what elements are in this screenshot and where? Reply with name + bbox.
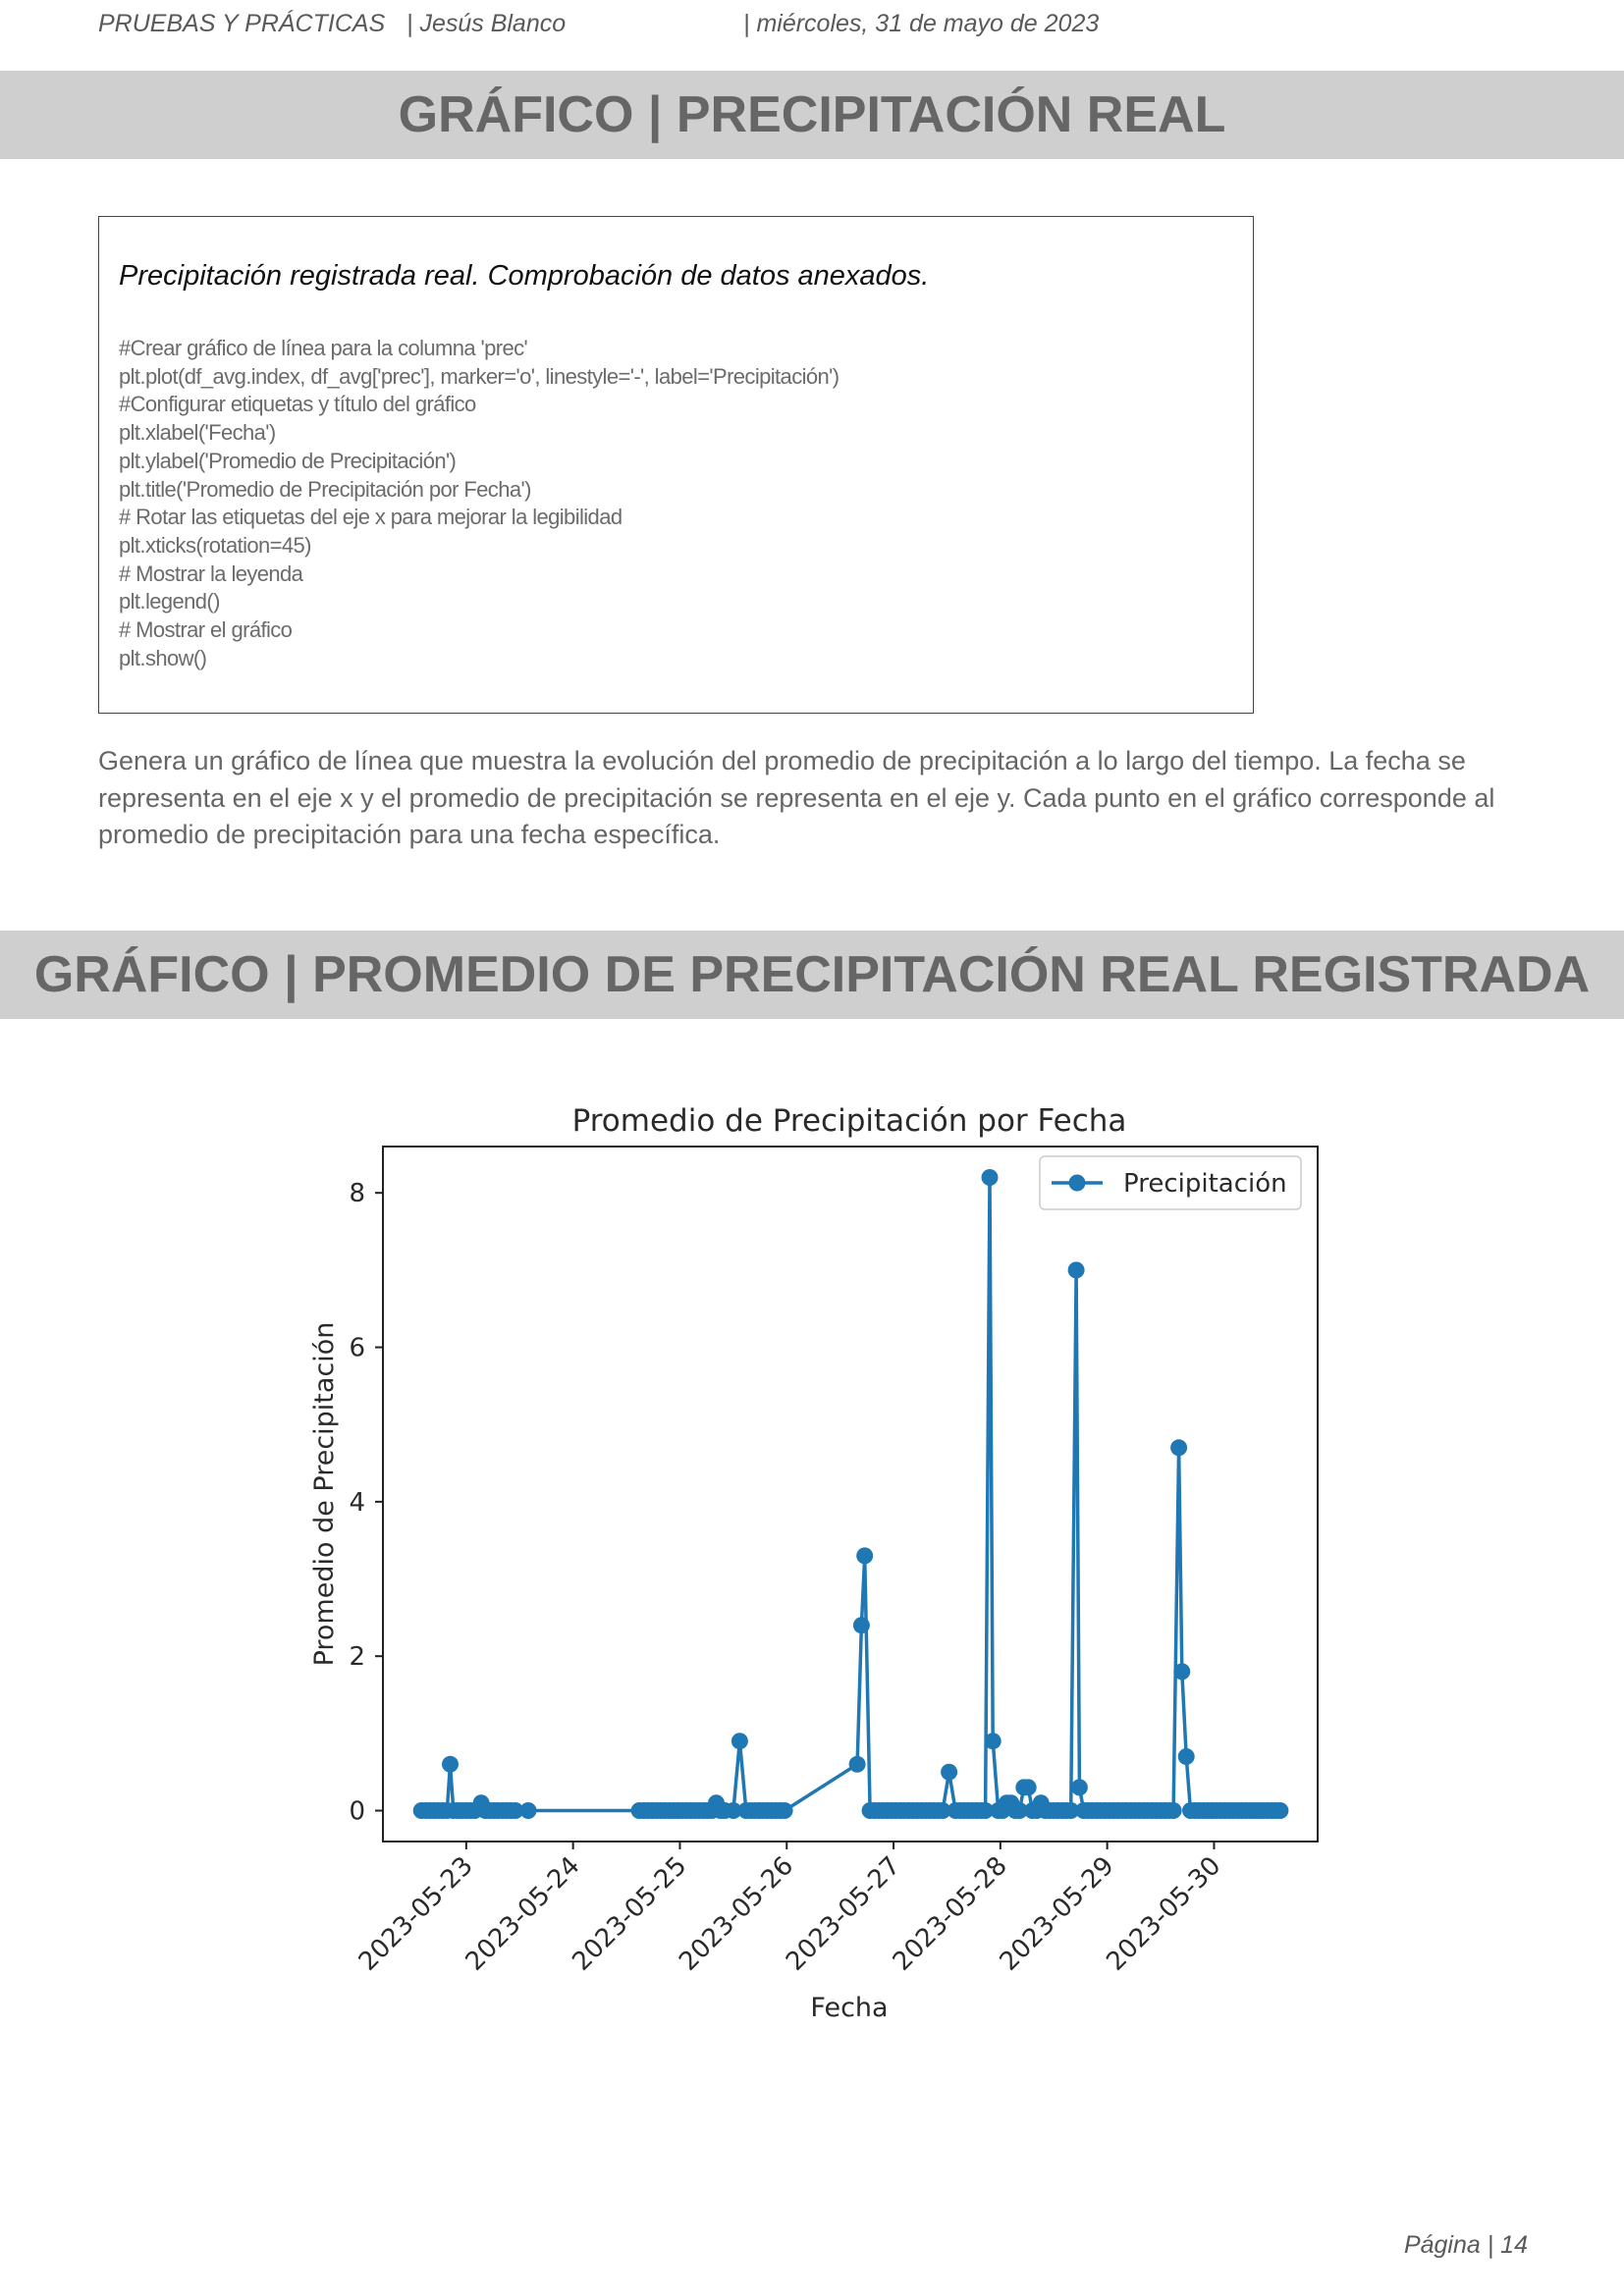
- code-line: plt.legend(): [119, 589, 220, 614]
- data-point: [982, 1169, 999, 1186]
- code-line: # Mostrar el gráfico: [119, 617, 293, 643]
- data-point: [985, 1733, 1001, 1749]
- code-line: plt.plot(df_avg.index, df_avg['prec'], marker='o', linestyle='-', label='Precipitación'): [119, 363, 839, 389]
- code-line: plt.xticks(rotation=45): [119, 532, 311, 558]
- code-line: plt.xlabel('Fecha'): [119, 420, 276, 446]
- header-author: | Jesús Blanco: [406, 10, 567, 37]
- code-line: plt.ylabel('Promedio de Precipitación'): [119, 448, 457, 473]
- page-number: Página | 14: [1403, 2231, 1528, 2259]
- data-point: [1071, 1779, 1088, 1795]
- data-point: [941, 1764, 957, 1781]
- code-line: # Mostrar la leyenda: [119, 561, 303, 586]
- data-point: [520, 1802, 537, 1819]
- y-tick-label: 6: [349, 1333, 365, 1363]
- legend: [1040, 1156, 1301, 1209]
- legend-marker: [1069, 1175, 1086, 1192]
- code-line: #Configurar etiquetas y título del gráfico: [119, 392, 476, 417]
- header-section: PRUEBAS Y PRÁCTICAS: [98, 10, 386, 37]
- header-date: | miércoles, 31 de mayo de 2023: [743, 10, 1100, 37]
- data-point: [1068, 1261, 1085, 1278]
- y-tick-label: 2: [349, 1642, 365, 1673]
- data-point: [1165, 1802, 1182, 1819]
- data-point: [1020, 1779, 1037, 1795]
- code-box-title: Precipitación registrada real. Comprobación de datos anexados.: [119, 260, 930, 292]
- code-line: # Rotar las etiquetas del eje x para mejorar la legibilidad: [119, 505, 623, 530]
- x-tick-label: 2023-05-25: [567, 1850, 693, 1977]
- data-point: [1178, 1748, 1195, 1765]
- x-tick-label: 2023-05-26: [674, 1850, 800, 1977]
- data-point: [777, 1802, 793, 1819]
- code-line: plt.show(): [119, 645, 207, 670]
- y-tick-label: 0: [349, 1796, 365, 1827]
- x-tick-label: 2023-05-28: [887, 1850, 1013, 1977]
- description-paragraph: Genera un gráfico de línea que muestra la evolución del promedio de precipitación a lo largo del tiempo. La fecha se representa en el eje x y el promedio de precipitación se representa en el eje y. Cada punto en el gráfico corresponde al promedio de precipitación para una fecha específica.: [98, 746, 1495, 849]
- code-line: plt.title('Promedio de Precipitación por Fecha'): [119, 476, 531, 502]
- legend-label: Precipitación: [1123, 1169, 1287, 1199]
- section-title-promedio: GRÁFICO | PROMEDIO DE PRECIPITACIÓN REAL REGISTRADA: [33, 946, 1591, 1003]
- data-point: [1170, 1439, 1187, 1456]
- code-line: #Crear gráfico de línea para la columna 'prec': [119, 336, 528, 360]
- x-tick-label: 2023-05-23: [352, 1850, 479, 1977]
- data-point: [1173, 1663, 1190, 1680]
- data-point: [1272, 1802, 1288, 1819]
- x-tick-label: 2023-05-29: [994, 1850, 1120, 1977]
- data-point: [849, 1756, 866, 1773]
- x-axis-label: Fecha: [810, 1993, 889, 2023]
- x-tick-label: 2023-05-30: [1101, 1850, 1227, 1977]
- y-tick-label: 8: [349, 1179, 365, 1209]
- plot-area: [383, 1147, 1318, 1842]
- y-axis-label: Promedio de Precipitación: [309, 1321, 340, 1667]
- data-point: [731, 1733, 748, 1749]
- chart-title: Promedio de Precipitación por Fecha: [571, 1103, 1127, 1139]
- data-point: [856, 1547, 873, 1564]
- data-point: [853, 1617, 870, 1633]
- data-point: [442, 1756, 459, 1773]
- y-tick-label: 4: [349, 1487, 365, 1518]
- x-tick-label: 2023-05-27: [780, 1850, 907, 1977]
- x-tick-label: 2023-05-24: [460, 1850, 586, 1977]
- section-title-precipitacion-real: GRÁFICO | PRECIPITACIÓN REAL: [398, 86, 1226, 143]
